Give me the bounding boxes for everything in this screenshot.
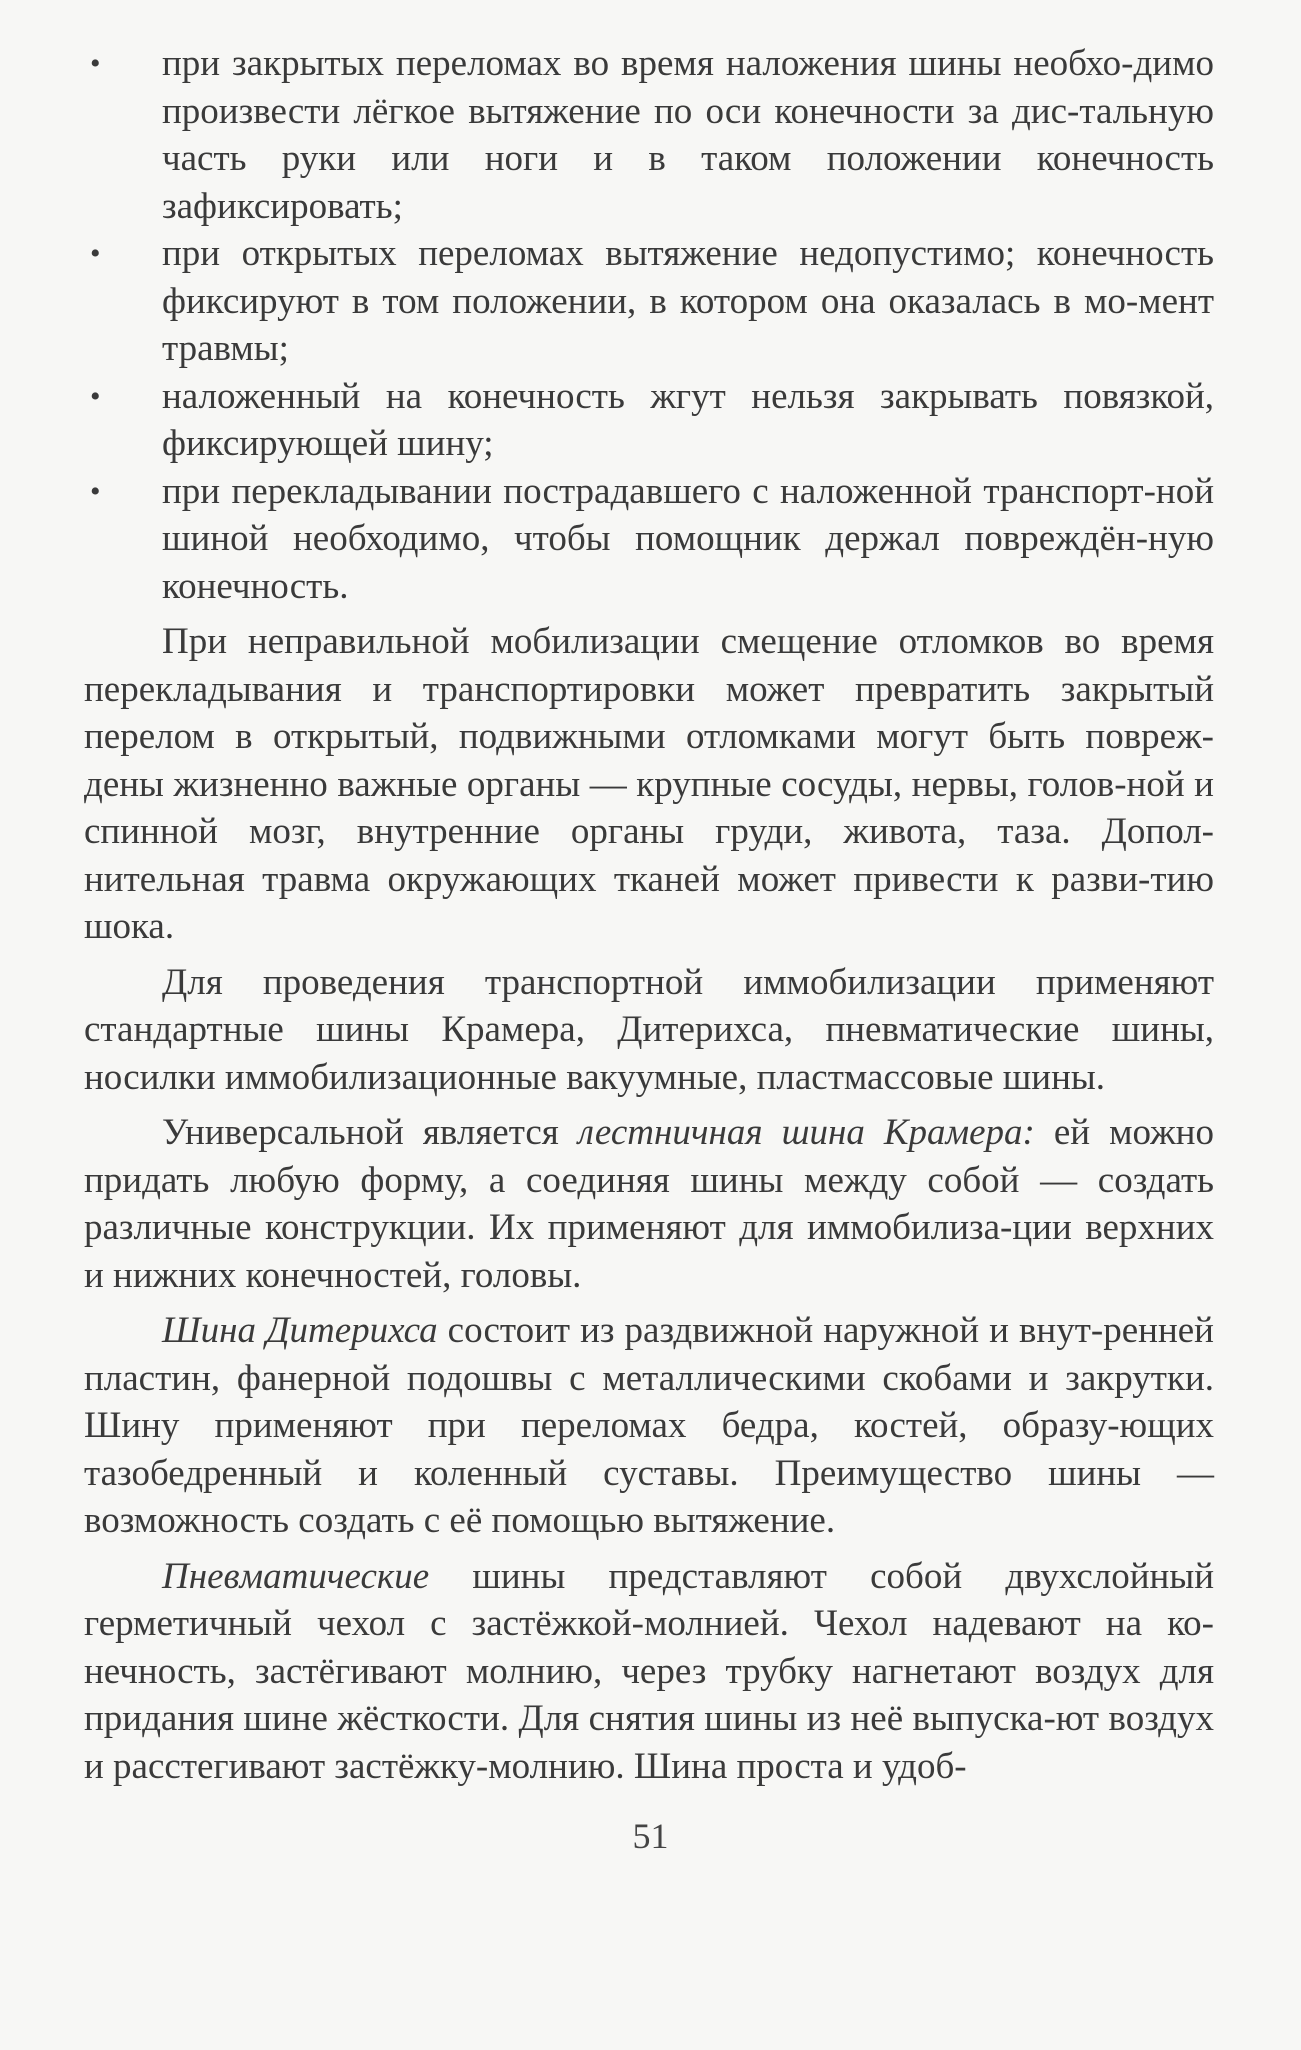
paragraph-text: состоит из раздвижной наружной и внут-ренней пластин, фанерной подошвы с металлическими скобами и закрутки. Шину применяют при переломах бедра, костей, образу-ющих тазобедренный и коленный суставы. Преимущество шины — возможность создать с её помощью вытяжение. — [84, 1310, 1214, 1541]
bullet-icon: • — [90, 237, 101, 270]
bullet-text: наложенный на конечность жгут нельзя закрывать повязкой, фиксирующей шину; — [162, 375, 1214, 464]
emphasis-term: лестничная шина Крамера: — [577, 1112, 1035, 1153]
list-item — [84, 468, 1214, 611]
paragraph-pneumatic-splint — [84, 1553, 1214, 1791]
paragraph-mobilization-risk: При неправильной мобилизации смещение отломков во время перекладывания и транспортировки может превратить закрытый перелом в открытый, подвижными отломками могут быть повреж-дены жизненно важные органы — крупные сосуды, нервы, голов-ной и спинной мозг, внутренние органы груди, живота, таза. Допол-нительная травма окружающих тканей может привести к разви-тию шока. — [84, 621, 1214, 947]
list-item — [84, 230, 1214, 373]
list-item — [84, 40, 1214, 230]
page-number: 51 — [632, 1816, 669, 1856]
bullet-icon: • — [90, 47, 101, 80]
bullet-text: при закрытых переломах во время наложения шины необхо-димо произвести лёгкое вытяжение по оси конечности за дис-тальную часть руки или ноги и в таком положении конечность зафиксировать; — [162, 43, 1214, 227]
page-body — [84, 40, 1214, 1790]
bullet-icon: • — [90, 379, 101, 413]
list-item — [84, 373, 1214, 468]
paragraph-text: шины представляют собой двухслойный герметичный чехол с застёжкой-молнией. Чехол надевают на ко-нечность, застёгивают молнию, через трубку нагнетают воздух для придания шине жёсткости. Для снятия шины из неё выпуска-ют воздух и расстегивают застёжку-молнию. Шина проста и удоб- — [84, 1555, 1214, 1787]
bullet-list — [84, 40, 1214, 610]
bullet-text: при перекладывании пострадавшего с наложенной транспорт-ной шиной необходимо, чтобы помощник держал повреждён-ную конечность. — [162, 470, 1214, 607]
bullet-text: при открытых переломах вытяжение недопустимо; конечность фиксируют в том положении, в котором она оказалась в мо-мент травмы; — [162, 233, 1214, 369]
paragraph-splint-types: Для проведения транспортной иммобилизации применяют стандартные шины Крамера, Дитерихса, пневматические шины, носилки иммобилизационные вакуумные, пластмассовые шины. — [84, 961, 1214, 1098]
emphasis-term: Шина Дитерихса — [162, 1310, 438, 1351]
paragraph-kramer-splint — [84, 1109, 1214, 1299]
emphasis-term: Пневматические — [162, 1555, 430, 1597]
paragraph-diterichs-splint — [84, 1307, 1214, 1545]
paragraph-text: ей можно придать любую форму, а соединяя шины между собой — создать различные конструкции. Их применяют для иммобилиза-ции верхних и нижних конечностей, головы. — [84, 1112, 1214, 1296]
bullet-icon: • — [90, 474, 101, 508]
paragraph-text: Универсальной является — [162, 1112, 578, 1153]
